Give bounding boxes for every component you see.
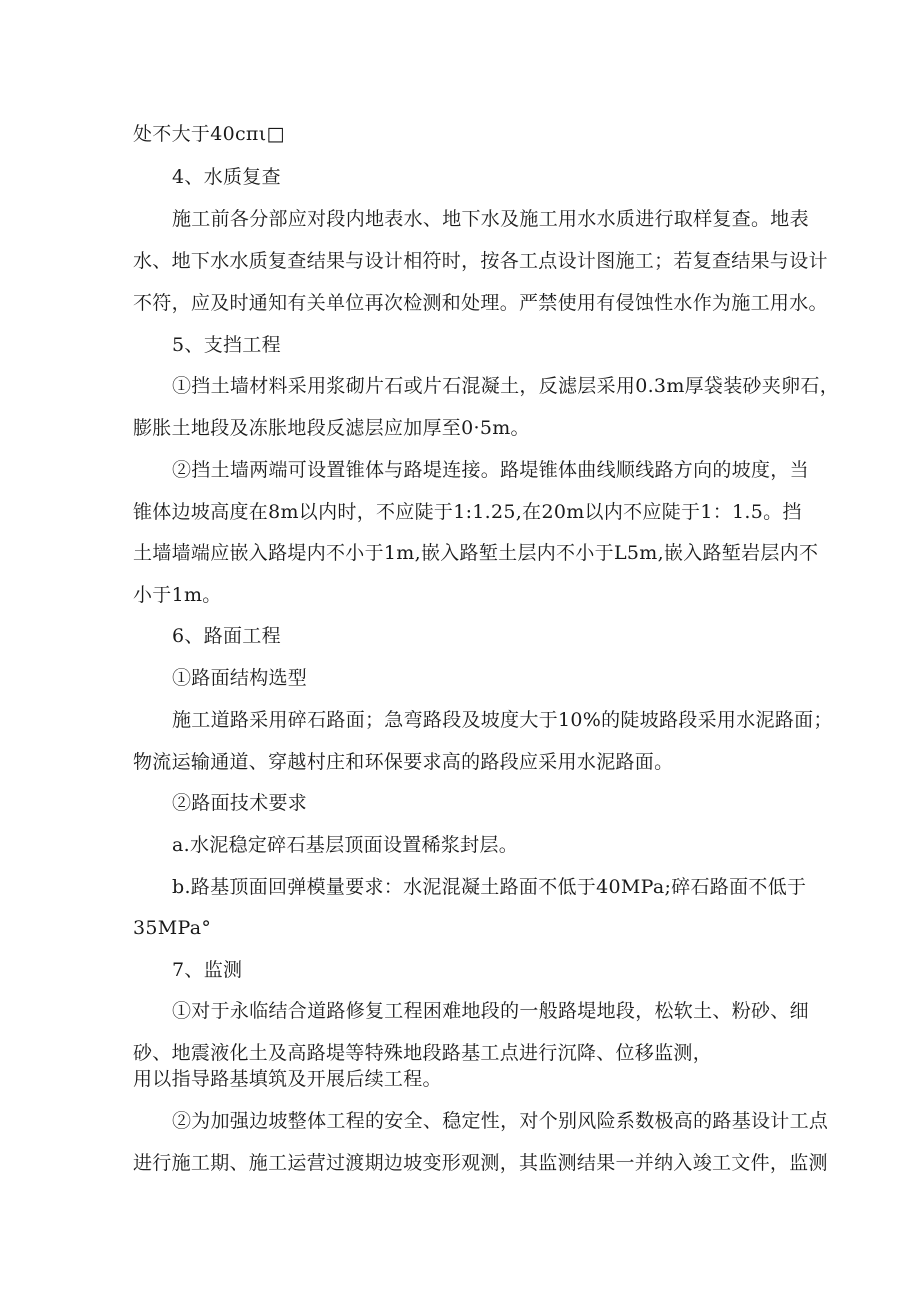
paragraph-line: 小于1m。	[133, 584, 222, 606]
paragraph-line: 不符，应及时通知有关单位再次检测和处理。严禁使用有侵蚀性水作为施工用水。	[133, 292, 828, 314]
paragraph-line: 进行施工期、施工运营过渡期边坡变形观测，其监测结果一并纳入竣工文件，监测	[133, 1152, 828, 1174]
text-line: 处不大于40cπι□	[133, 123, 285, 145]
section-heading-pavement: 6、路面工程	[172, 625, 281, 647]
paragraph-line: 水、地下水水质复查结果与设计相符时，按各工点设计图施工；若复查结果与设计	[133, 250, 828, 272]
paragraph-line: 用以指导路基填筑及开展后续工程。	[133, 1068, 442, 1090]
paragraph-line: 锥体边坡高度在8m以内时，不应陡于1:1.25,在20m以内不应陡于1：1.5。挡	[133, 501, 802, 523]
paragraph-line: ①对于永临结合道路修复工程困难地段的一般路堤地段，松软土、粉砂、细	[172, 1000, 809, 1022]
subheading-line: ②路面技术要求	[172, 792, 308, 814]
paragraph-line: 施工道路采用碎石路面；急弯路段及坡度大于10%的陡坡路段采用水泥路面；	[172, 709, 833, 731]
paragraph-line: 物流运输通道、穿越村庄和环保要求高的路段应采用水泥路面。	[133, 751, 674, 773]
paragraph-line: 施工前各分部应对段内地表水、地下水及施工用水水质进行取样复查。地表	[172, 208, 809, 230]
paragraph-line: 土墙墙端应嵌入路堤内不小于1m,嵌入路堑土层内不小于L5m,嵌入路堑岩层内不	[133, 542, 819, 564]
paragraph-line: ②挡土墙两端可设置锥体与路堤连接。路堤锥体曲线顺线路方向的坡度，当	[172, 459, 809, 481]
section-heading-retaining: 5、支挡工程	[172, 334, 281, 356]
paragraph-line: 砂、地震液化土及高路堤等特殊地段路基工点进行沉降、位移监测，	[133, 1042, 713, 1064]
section-heading-monitoring: 7、监测	[172, 959, 243, 981]
list-item-line: 35MPa°	[133, 917, 212, 939]
subheading-line: ①路面结构选型	[172, 667, 308, 689]
list-item-line: b.路基顶面回弹模量要求：水泥混凝土路面不低于40MPa;碎石路面不低于	[172, 876, 807, 898]
paragraph-line: ②为加强边坡整体工程的安全、稳定性，对个别风险系数极高的路基设计工点	[172, 1110, 829, 1132]
paragraph-line: ①挡土墙材料采用浆砌片石或片石混凝土，反滤层采用0.3m厚袋装砂夹卵石，	[172, 375, 840, 397]
list-item-line: a.水泥稳定碎石基层顶面设置稀浆封层。	[172, 834, 519, 856]
section-heading-water-quality: 4、水质复查	[172, 166, 281, 188]
paragraph-line: 膨胀土地段及冻胀地段反滤层应加厚至0·5m。	[133, 417, 530, 439]
